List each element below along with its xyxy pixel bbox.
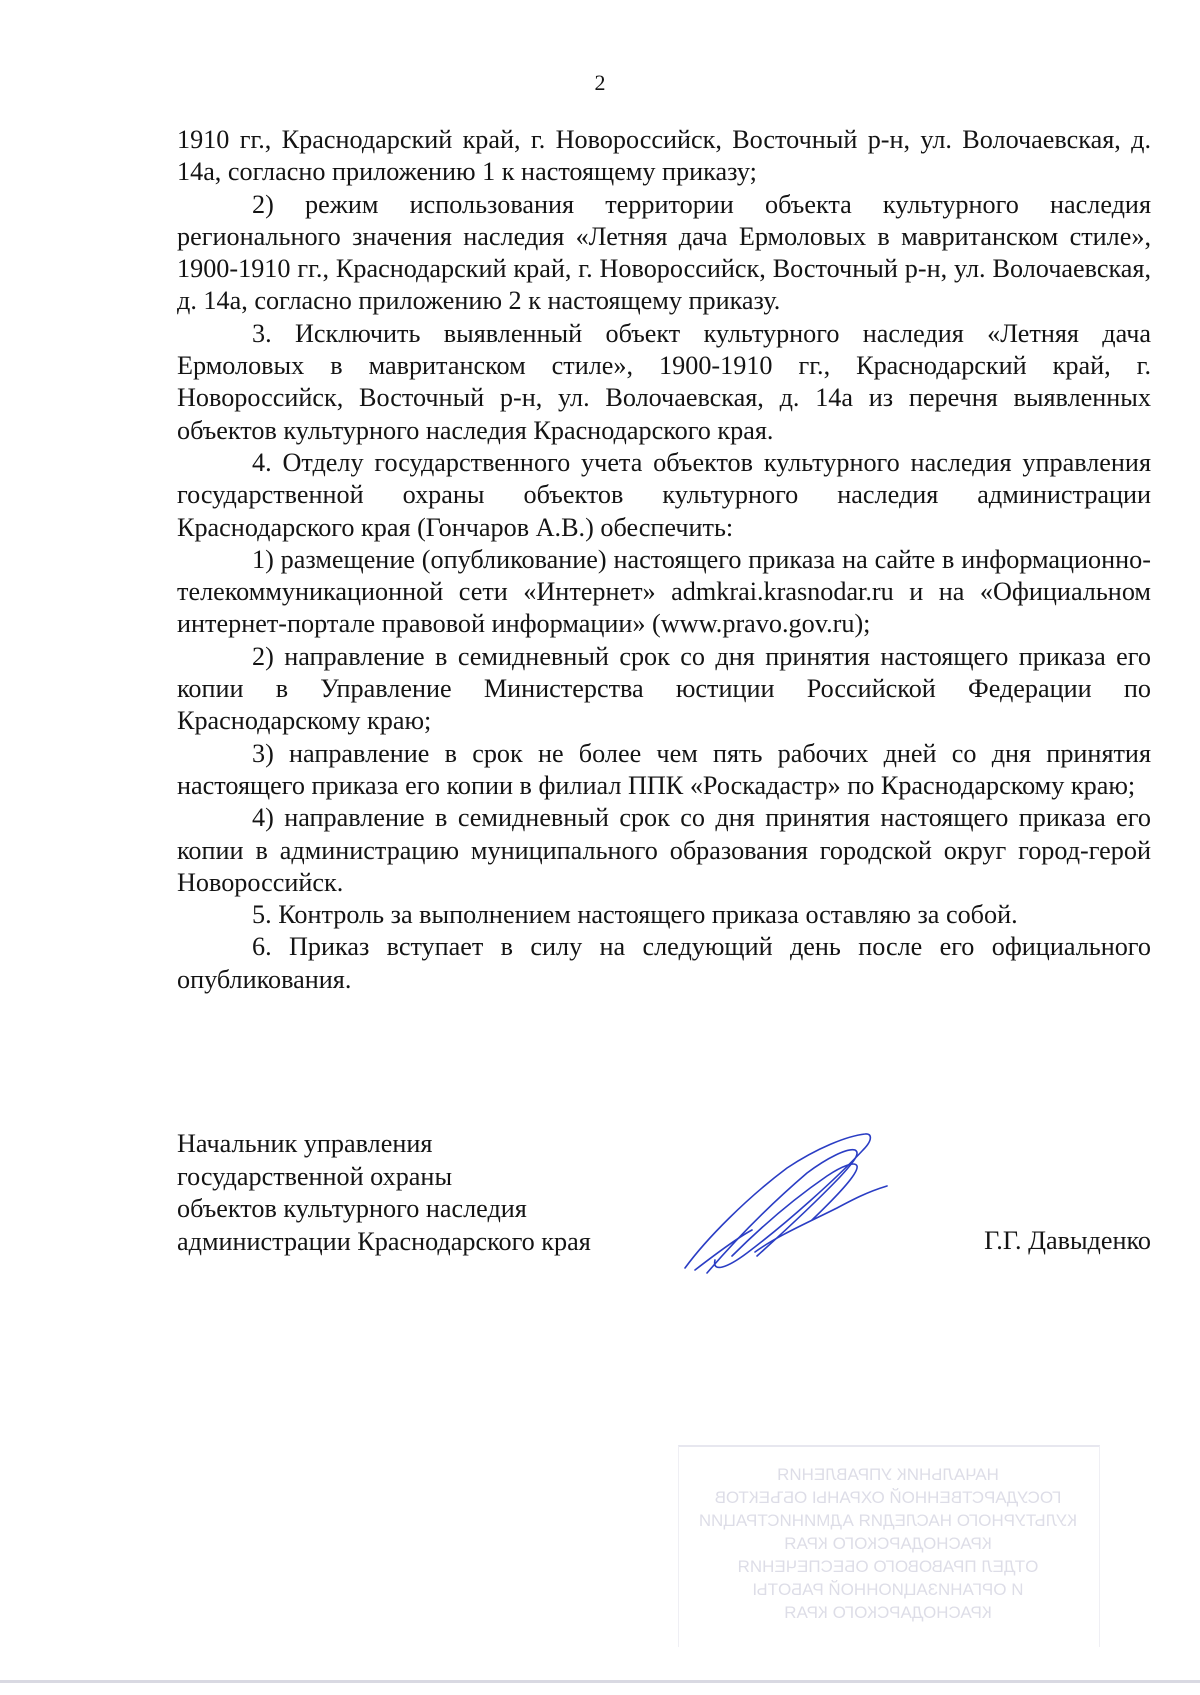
stamp-line: ГОСУДАРСТВЕННОЙ ОХРАНЫ ОБЪЕКТОВ xyxy=(714,1488,1062,1507)
paragraph-item-5-control: 5. Контроль за выполнением настоящего приказа оставляю за собой. xyxy=(252,900,1018,930)
paragraph-item-6-effect: 6. Приказ вступает в силу на следующий день после его официального опубликования. xyxy=(177,932,1151,994)
signature-block xyxy=(177,1128,1151,1288)
signer-title xyxy=(177,1128,591,1258)
stamp-line: КУЛЬТУРНОГО НАСЛЕДИЯ АДМИНИСТРАЦИИ xyxy=(698,1511,1078,1530)
paragraph-item-4-department: 4. Отделу государственного учета объектов культурного наследия управления государственной охраны объектов культурного наследия администрации Краснодарского края (Гончаров А.В.) обеспечить: xyxy=(177,447,1151,542)
stamp-text xyxy=(688,1463,1088,1624)
signer-name: Г.Г. Давыденко xyxy=(984,1226,1151,1255)
page-number: 2 xyxy=(594,70,606,95)
paragraph-continuation: 1910 гг., Краснодарский край, г. Новороссийск, Восточный р-н, ул. Волочаевская, д. 14а, согласно приложению 1 к настоящему приказу; xyxy=(177,125,1151,187)
stamp-line: НАЧАЛЬНИК УПРАВЛЕНИЯ xyxy=(777,1465,999,1484)
scan-bottom-edge xyxy=(0,1680,1200,1683)
stamp-line: КРАСНОДАРСКОГО КРАЯ xyxy=(784,1534,992,1553)
paragraph-item-2-regime: 2) режим использования территории объекта культурного наследия регионального значения наследия «Летняя дача Ермоловых в мавританском стиле», 1900-1910 гг., Краснодарский край, г. Новороссийск, Восточный р-н, ул. Волочаевская, д. 14а, согласно приложению 2 к настоящему приказу. xyxy=(177,189,1151,316)
stamp-line: И ОРГАНИЗАЦИОННОЙ РАБОТЫ xyxy=(752,1580,1024,1599)
registration-stamp xyxy=(668,1425,1108,1655)
paragraph-subitem-1-publication: 1) размещение (опубликование) настоящего приказа на сайте в информационно-телекоммуникационной сети «Интернет» admkrai.krasnodar.ru и на «Официальном интернет-портале правовой информации» (www.pravo.gov.ru); xyxy=(177,544,1151,639)
document-body xyxy=(177,124,1151,996)
paragraph-subitem-2-ministry: 2) направление в семидневный срок со дня принятия настоящего приказа его копии в Управление Министерства юстиции Российской Федерации по Краснодарскому краю; xyxy=(177,641,1151,736)
signer-title-line: объектов культурного наследия xyxy=(177,1194,527,1223)
paragraph-subitem-3-roskadastr: 3) направление в срок не более чем пять рабочих дней со дня принятия настоящего приказа его копии в филиал ППК «Роскадастр» по Краснодарскому краю; xyxy=(177,738,1151,800)
paragraph-item-3-exclusion: 3. Исключить выявленный объект культурного наследия «Летняя дача Ермоловых в мавританском стиле», 1900-1910 гг., Краснодарский край, г. Новороссийск, Восточный р-н, ул. Волочаевская, д. 14а из перечня выявленных объектов культурного наследия Краснодарского края. xyxy=(177,318,1151,445)
handwritten-signature xyxy=(677,1128,897,1278)
stamp-line: КРАСНОДАРСКОГО КРАЯ xyxy=(784,1603,992,1622)
signer-title-line: государственной охраны xyxy=(177,1161,453,1191)
paragraph-subitem-4-municipality: 4) направление в семидневный срок со дня принятия настоящего приказа его копии в администрацию муниципального образования городской округ город-герой Новороссийск. xyxy=(177,803,1151,897)
signer-title-line: администрации Краснодарского края xyxy=(177,1226,591,1256)
signer-title-line: Начальник управления xyxy=(177,1129,433,1158)
stamp-line: ОТДЕЛ ПРАВОВОГО ОБЕСПЕЧЕНИЯ xyxy=(737,1557,1039,1576)
